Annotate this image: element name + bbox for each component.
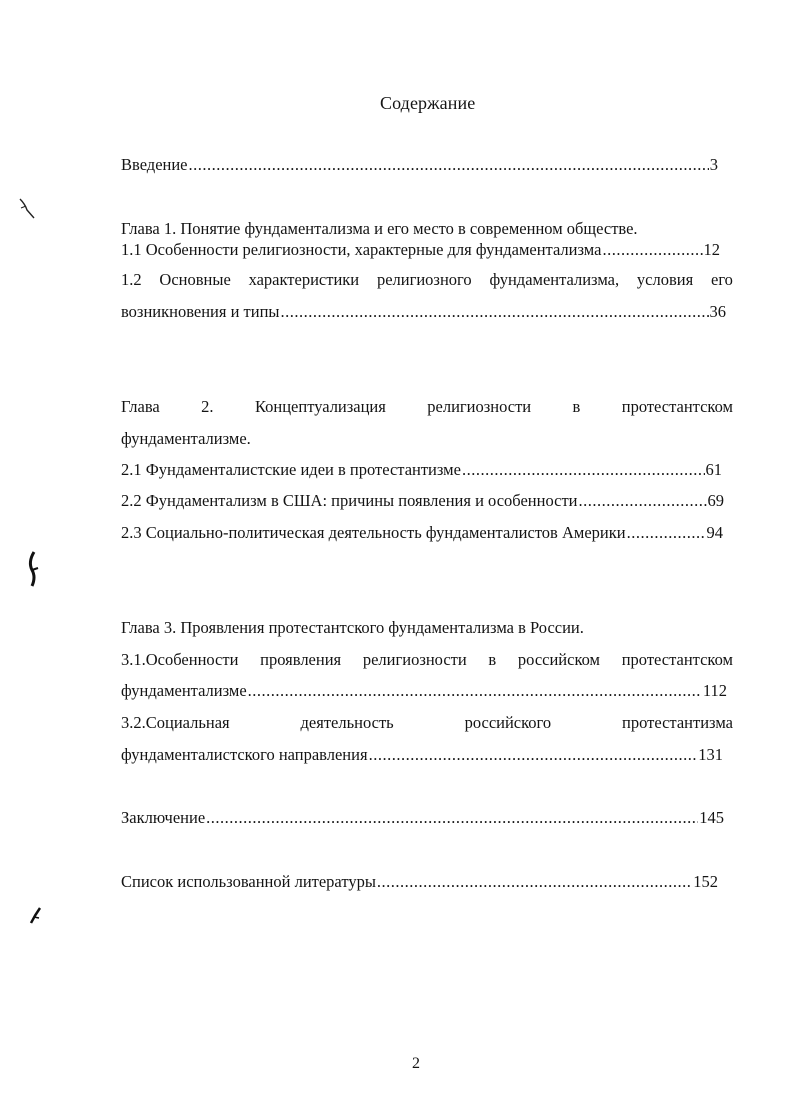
toc-page: 12 xyxy=(703,240,720,259)
word: 3.1.Особенности xyxy=(121,650,239,669)
toc-entry-3-2-line1 xyxy=(121,713,733,733)
word: Основные xyxy=(159,270,231,289)
toc-label: Заключение xyxy=(121,808,206,827)
chapter1-heading: Глава 1. Понятие фундаментализма и его место в современном обществе. xyxy=(121,219,638,238)
toc-entry-3-1-line2 xyxy=(121,681,727,701)
toc-label: возникновения и типы xyxy=(121,302,280,321)
word: в xyxy=(572,397,581,416)
toc-page: 94 xyxy=(706,523,723,542)
leader-dots xyxy=(189,155,709,175)
toc-page: 131 xyxy=(698,745,723,764)
chapter3-heading: Глава 3. Проявления протестантского фундаментализма в России. xyxy=(121,618,584,637)
toc-page: 69 xyxy=(707,491,724,510)
page-number: 2 xyxy=(412,1055,420,1072)
toc-entry-2-2 xyxy=(121,491,724,511)
word: Глава xyxy=(121,397,160,416)
leader-dots xyxy=(377,872,692,892)
word: протестантском xyxy=(621,650,733,669)
toc-label: фундаментализме xyxy=(121,681,247,700)
scan-mark-top-icon xyxy=(16,196,38,222)
leader-dots xyxy=(206,808,698,828)
toc-page: 145 xyxy=(699,808,724,827)
toc-label: 1.1 Особенности религиозности, характерные для фундаментализма xyxy=(121,240,602,259)
toc-entry-3-2-line2 xyxy=(121,745,723,765)
scan-mark-bottom-icon xyxy=(26,905,44,927)
toc-entry-intro xyxy=(121,155,718,175)
toc-page: 61 xyxy=(705,460,722,479)
toc-label: 2.2 Фундаментализм в США: причины появления и особенности xyxy=(121,491,578,510)
toc-entry-references xyxy=(121,872,718,892)
leader-dots xyxy=(602,240,702,260)
word: 1.2 xyxy=(121,270,142,289)
toc-page: 152 xyxy=(693,872,718,891)
leader-dots xyxy=(248,681,702,701)
leader-dots xyxy=(369,745,698,765)
leader-dots xyxy=(462,460,705,480)
word: протестантском xyxy=(621,397,733,416)
word: протестантизма xyxy=(622,713,733,732)
toc-page: 3 xyxy=(709,155,718,174)
word: фундаментализма, xyxy=(489,270,620,289)
leader-dots xyxy=(281,302,709,322)
toc-entry-2-3 xyxy=(121,523,723,543)
word: религиозности xyxy=(427,397,532,416)
toc-page: 36 xyxy=(709,302,726,321)
toc-label: Список использованной литературы xyxy=(121,872,376,891)
leader-dots xyxy=(627,523,706,543)
chapter2-heading-line2: фундаментализме. xyxy=(121,429,251,448)
toc-label: 2.3 Социально-политическая деятельность фундаменталистов Америки xyxy=(121,523,626,542)
leader-dots xyxy=(578,491,706,511)
word: условия xyxy=(636,270,694,289)
toc-entry-1-2-line1 xyxy=(121,270,733,290)
chapter2-heading-line1 xyxy=(121,397,733,417)
word: российского xyxy=(464,713,552,732)
toc-entry-2-1 xyxy=(121,460,722,480)
word: Концептуализация xyxy=(254,397,386,416)
toc-label: фундаменталистского направления xyxy=(121,745,368,764)
scan-mark-middle-icon xyxy=(22,550,42,588)
word: российском xyxy=(517,650,601,669)
word: его xyxy=(711,270,733,289)
toc-entry-1-2-line2 xyxy=(121,302,726,322)
toc-label: 2.1 Фундаменталистские идеи в протестантизме xyxy=(121,460,461,479)
word: характеристики xyxy=(248,270,360,289)
word: деятельность xyxy=(300,713,394,732)
toc-entry-conclusion xyxy=(121,808,724,828)
word: проявления xyxy=(260,650,342,669)
toc-page: 112 xyxy=(702,681,727,700)
toc-entry-3-1-line1 xyxy=(121,650,733,670)
word: 2. xyxy=(201,397,214,416)
toc-label: Введение xyxy=(121,155,188,174)
word: религиозности xyxy=(362,650,467,669)
word: 3.2.Социальная xyxy=(121,713,230,732)
page-title: Содержание xyxy=(380,93,476,113)
toc-entry-1-1 xyxy=(121,240,720,260)
word: в xyxy=(488,650,497,669)
word: религиозного xyxy=(376,270,472,289)
